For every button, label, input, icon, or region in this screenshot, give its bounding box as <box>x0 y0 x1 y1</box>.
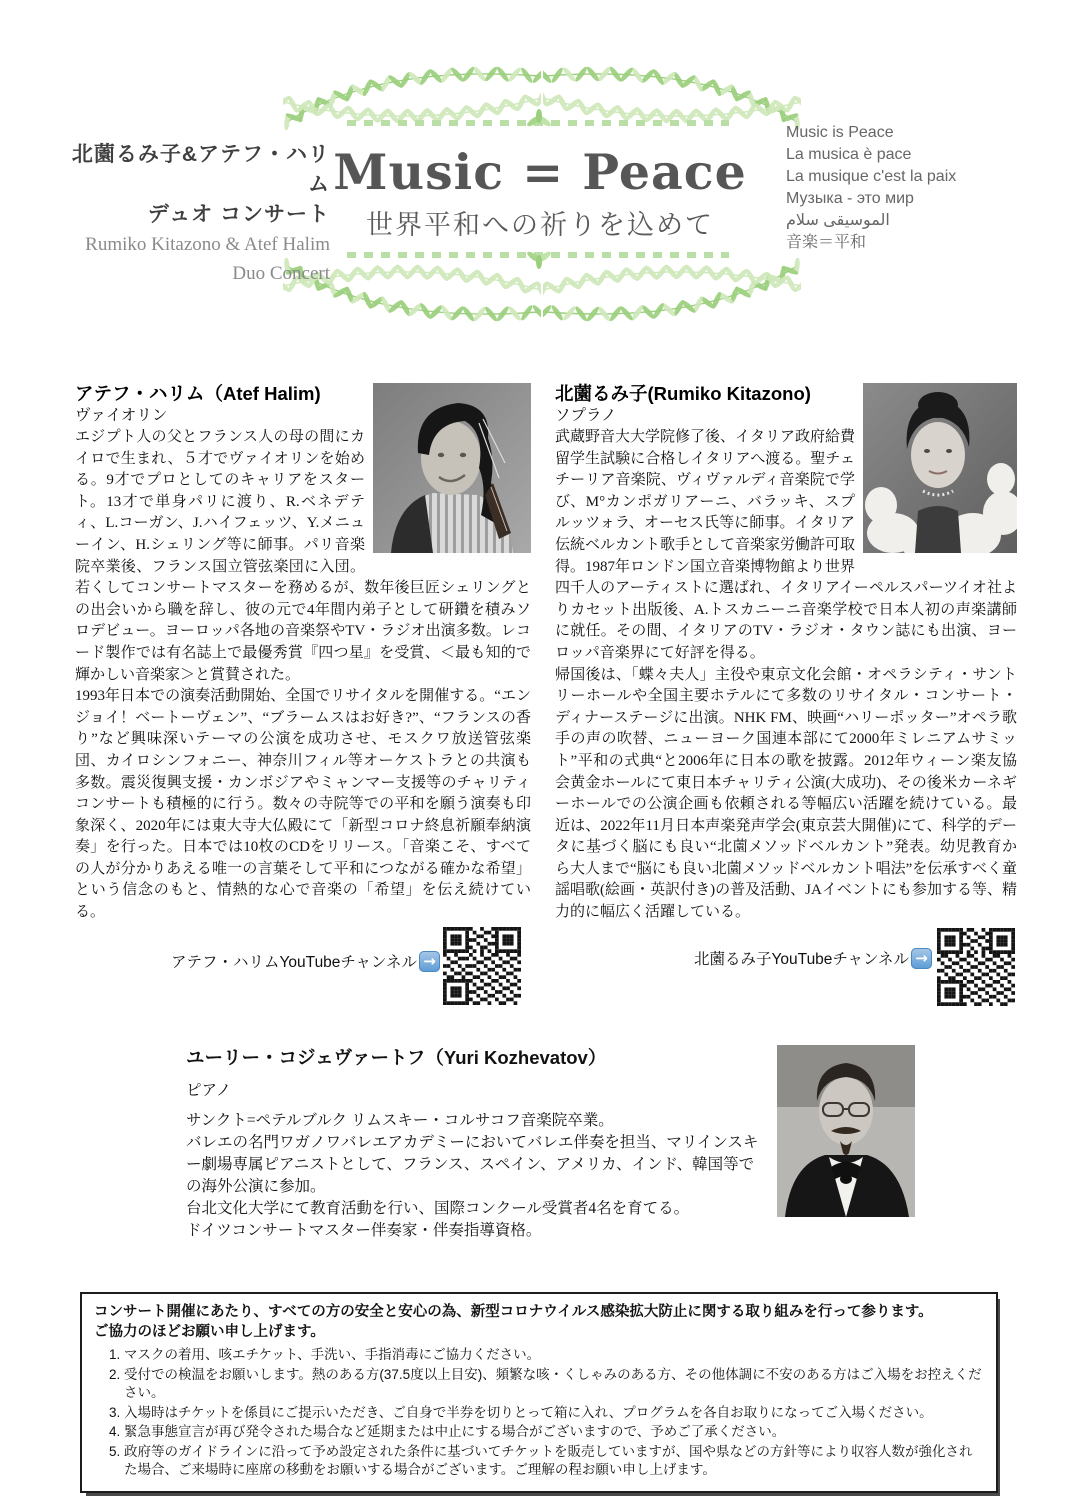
covid-notice-item: 2. 受付での検温をお願いします。熱のある方(37.5度以上目安)、頻繁な咳・くしゃみのある方、その他体調に不安のある方はご入場をお控えください。 <box>124 1366 984 1403</box>
bio-yuri-line-3: 台北文化大学にて教育活動を行い、国際コンクール受賞者4名を育てる。 <box>186 1200 690 1217</box>
covid-notice-intro-1: コンサート開催にあたり、すべての方の安全と安心の為、新型コロナウイルス感染拡大防止に関する取り組みを行って参ります。 <box>94 1304 933 1320</box>
covid-notice-item: 1. マスクの着用、咳エチケット、手洗い、手指消毒にご協力ください。 <box>124 1346 984 1365</box>
covid-notice-item: 3. 入場時はチケットを係員にご提示いただき、ご自身で半券を切りとって箱に入れ、プログラムを各自お取りになってご入場ください。 <box>124 1404 984 1423</box>
atef-youtube-link[interactable] <box>150 950 440 972</box>
bio-yuri-line-2: バレエの名門ワガノワバレエアカデミーにおいてバレエ伴奏を担当、マリインスキー劇場専属ピアニストとして、フランス、スペイン、アメリカ、インド、韓国等での海外公演に参加。 <box>186 1134 759 1195</box>
atef-youtube-label: アテフ・ハリムYouTubeチャンネル <box>171 954 417 971</box>
covid-notice-box <box>80 1292 998 1493</box>
covid-notice-item: 5. 政府等のガイドラインに沿って予め設定された条件に基づいてチケットを販売していますが、国や県などの方針等により収容人数が強化された場合、ご来場時に座席の移動をお願いする場合がございます。ご理解の程お願い申し上げます。 <box>124 1443 984 1480</box>
covid-notice-intro-2: ご協力のほどお願い申し上げます。 <box>94 1324 325 1340</box>
atef-youtube-qr-code[interactable] <box>443 927 521 1005</box>
bio-rumiko-role: ソプラノ <box>555 407 617 424</box>
bio-atef-paragraph-2: 1993年日本での演奏活動開始、全国でリサイタルを開催する。“エンジョイ！ベートーヴェン”、“ブラームスはお好き?”、“フランスの香り”など興味深いテーマの公演を成功させ、モスクワ放送管弦楽団、カイロシンフォニー、神奈川フィル等オーケストラとの共演も多数。震災復興支援・カンボジアやミャンマー支援等のチャリティコンサートも積極的に行う。数々の寺院等での平和を願う演奏も印象深く、2020年には東大寺大仏殿にて「新型コロナ終息祈願奉納演奏」を行った。日本では10枚のCDをリリース。「音楽こそ、すべての人が分かりあえる唯一の言葉そして平和につながる確かな希望」という信念のもと、情熱的な心で音楽の「希望」を伝え続けている。 <box>75 688 531 921</box>
bio-rumiko-kitazono <box>555 383 1017 924</box>
concert-title-en-line1: Rumiko Kitazono & Atef Halim <box>85 234 330 255</box>
rumiko-youtube-label: 北薗るみ子YouTubeチャンネル <box>694 951 909 968</box>
bio-atef-role: ヴァイオリン <box>75 407 168 424</box>
peace-line-italian: La musica è pace <box>786 146 912 163</box>
bio-yuri-role: ピアノ <box>186 1082 232 1099</box>
bio-yuri-kozhevatov <box>186 1046 1016 1242</box>
arrow-right-icon[interactable]: → <box>419 951 440 972</box>
rumiko-kitazono-photo <box>863 383 1017 553</box>
atef-halim-photo <box>373 383 531 553</box>
peace-line-japanese: 音楽＝平和 <box>786 234 867 251</box>
peace-line-french: La musique c'est la paix <box>786 168 957 185</box>
rumiko-youtube-qr-code[interactable] <box>937 928 1015 1006</box>
peace-line-english: Music is Peace <box>786 124 894 141</box>
concert-title-block <box>58 140 330 288</box>
concert-title-en-line2: Duo Concert <box>232 263 330 284</box>
bio-atef-halim <box>75 383 531 924</box>
covid-notice-list <box>94 1346 984 1480</box>
laurel-ornament-bottom-right <box>543 258 801 328</box>
concert-title-jp-line2: デュオ コンサート <box>147 203 330 226</box>
bio-rumiko-paragraph-2: 帰国後は、「蝶々夫人」主役や東京文化会館・オペラシティ・サントリーホールや全国主要ホテルにて多数のリサイタル・コンサート・ディナーステージに出演。NHK FM、映画“ハリーポッター”オペラ歌手の声の吹替、ニューヨーク国連本部にて2000年ミレニアムサミット”平和の式典“と2006年に日本の歌を披露。2012年ウィーン楽友協会黄金ホールにて東日本チャリティ公演(大成功)、その後米カーネギーホールでの公演企画も依頼される等幅広い活躍を続けている。最近は、2022年11月日本声楽発声学会(東京芸大開催)にて、科学的データに基づく脳にも良い“北薗メソッドベルカント”発表。幼児教育から大人まで“脳にも良い北薗メソッドベルカント唱法”を伝承すべく童謡唱歌(絵画・英訳付き)の普及活動、JAイベントにも参加する等、精力的に幅広く活躍している。 <box>555 666 1017 921</box>
main-subtitle: 世界平和への祈りを込めて <box>366 210 714 240</box>
bio-atef-name: アテフ・ハリム（Atef Halim) <box>75 383 321 404</box>
peace-line-russian: Музыка - это мир <box>786 190 914 207</box>
bio-yuri-line-4: ドイツコンサートマスター伴奏家・伴奏指導資格。 <box>186 1222 542 1239</box>
main-title: Music = Peace <box>333 143 747 201</box>
bio-rumiko-paragraph-1: 武蔵野音大大学院修了後、イタリア政府給費留学生試験に合格しイタリアへ渡る。聖チェチーリア音楽院、ヴィヴァルディ音楽院で学び、M°カンポガリアーニ、バラッキ、スプルッツォラ、オーセス氏等に師事。イタリア伝統ベルカント歌手として音楽家労働許可取得。1987年ロンドン国立音楽博物館より世界四千人のアーティストに選ばれ、イタリアイーペルスパーツイオ社よりカセット出版後、A.トスカニーニ音楽学校で日本人初の声楽講師に就任。その間、イタリアのTV・ラジオ・タウン誌にも出演、ヨーロッパ音楽界にて好評を得る。 <box>555 429 1017 661</box>
concert-title-jp-line1: 北薗るみ子&アテフ・ハリム <box>71 143 330 196</box>
covid-notice-item: 4. 緊急事態宣言が再び発令された場合など延期または中止にする場合がございますので、予めご了承ください。 <box>124 1423 984 1442</box>
arrow-right-icon[interactable]: → <box>911 948 932 969</box>
peace-translations-block <box>786 122 1056 254</box>
rumiko-youtube-link[interactable] <box>660 947 932 969</box>
leaf-sprig-top <box>525 108 553 130</box>
bio-yuri-line-1: サンクト=ペテルブルク リムスキー・コルサコフ音楽院卒業。 <box>186 1112 614 1129</box>
bio-rumiko-name: 北薗るみ子(Rumiko Kitazono) <box>555 383 811 404</box>
bio-yuri-body <box>186 1110 766 1242</box>
bio-yuri-name: ユーリー・コジェヴァートフ（Yuri Kozhevatov） <box>186 1047 607 1068</box>
bio-atef-paragraph-1: エジプト人の父とフランス人の母の間にカイロで生まれ、５才でヴァイオリンを始める。9才でプロとしてのキャリアをスタート。13才で単身パリに渡り、R.ベネデティ、L.コーガン、J.ハイフェッツ、Y.メニューイン、H.シェリング等に師事。パリ音楽院卒業後、フランス国立管弦楽団に入団。若くしてコンサートマスターを務めるが、数年後巨匠シェリングとの出会いから職を辞し、彼の元で4年間内弟子として研鑽を積みソロデビュー。ヨーロッパ各地の音楽祭やTV・ラジオ出演多数。レコード製作では有名誌上で最優秀賞『四つ星』を受賞、＜最も知的で輝かしい音楽家＞と賞賛された。 <box>75 429 531 683</box>
peace-line-arabic: الموسيقى سلام <box>786 212 890 229</box>
